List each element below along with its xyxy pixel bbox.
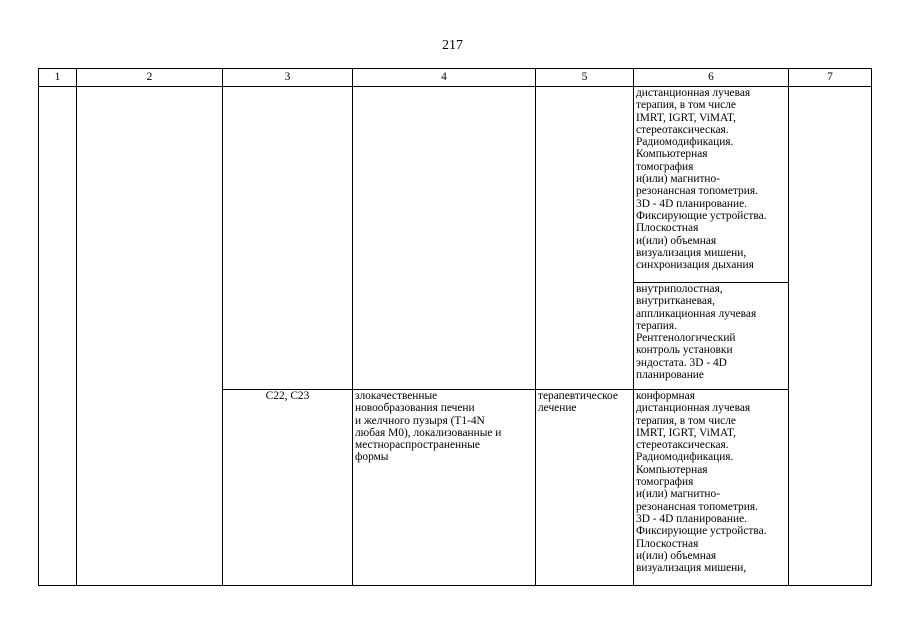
column-header: 1 [39,69,77,87]
cell-col7 [789,87,872,586]
method-cell: дистанционная лучевая терапия, в том числе IMRT, IGRT, ViMAT, стереотаксическая. Радиомодификация. Компьютерная томография и(или) магнитно- резонансная топометрия. 3D - 4D планирование. Фиксирующие устройства. Плоскостная и(или) объемная визуализация мишени, синхронизация дыхания [634,87,789,283]
column-header: 6 [634,69,789,87]
cell-col4 [353,87,536,390]
column-header: 4 [353,69,536,87]
page-number: 217 [442,38,463,53]
cell-col1 [39,87,77,586]
cell-col2 [77,87,223,586]
method-cell: конформная дистанционная лучевая терапия, в том числе IMRT, IGRT, ViMAT, стереотаксическая. Радиомодификация. Компьютерная томография и(или) магнитно- резонансная топометрия. 3D - 4D планирование. Фиксирующие устройства. Плоскостная и(или) объемная визуализация мишени, [634,390,789,586]
column-header: 7 [789,69,872,87]
treatment-type-cell: терапевтическое лечение [536,390,634,586]
icd-codes-cell: C22, C23 [223,390,353,586]
table-row [39,87,872,283]
diagnosis-cell: злокачественные новообразования печени и желчного пузыря (T1-4N любая M0), локализованные и местнораспространенные формы [353,390,536,586]
cell-col3 [223,87,353,390]
cell-col5 [536,87,634,390]
column-header: 2 [77,69,223,87]
header-row [39,69,872,87]
column-header: 5 [536,69,634,87]
column-header: 3 [223,69,353,87]
medical-care-table [38,68,872,586]
method-cell: внутриполостная, внутритканевая, аппликационная лучевая терапия. Рентгенологический контроль установки эндостата. 3D - 4D планирование [634,283,789,390]
